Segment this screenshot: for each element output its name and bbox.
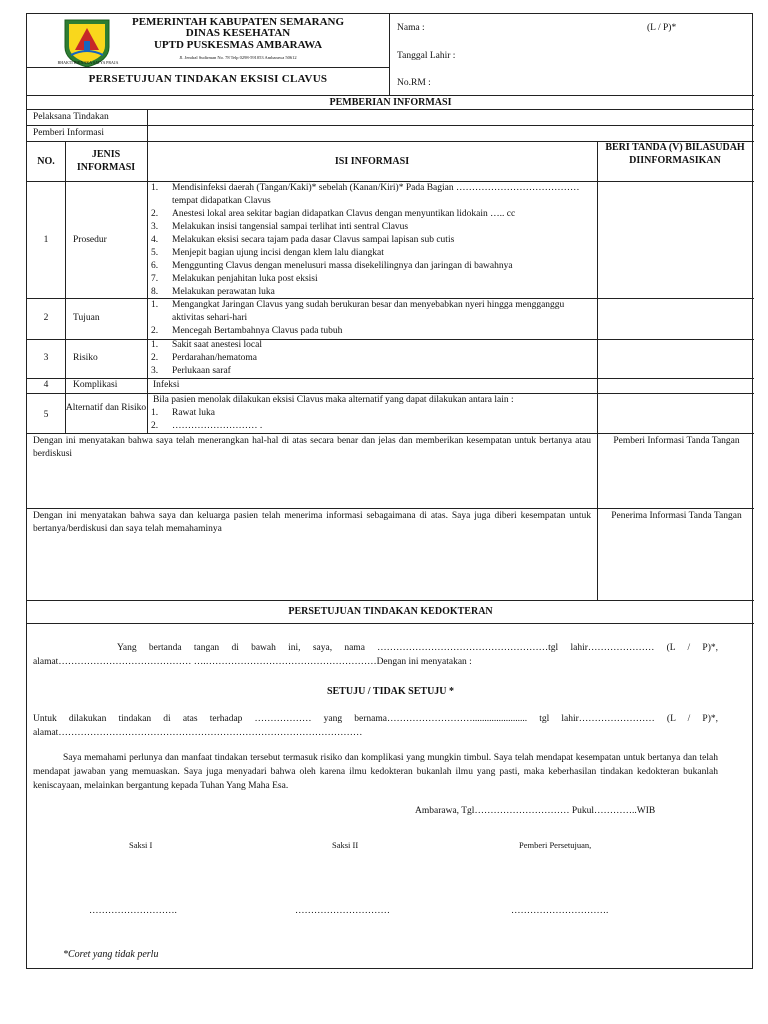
- procedure-list: [147, 182, 597, 299]
- list-item: 1. Rawat luka: [151, 408, 216, 418]
- complication-text: Infeksi: [153, 380, 180, 390]
- recipient-statement: Dengan ini menyatakan bahwa saya dan keluarga pasien telah menerima informasi sebagaimana di atas. Saya juga diberi kesempatan untuk bertanya/berdiskusi dan saya telah memahaminya: [33, 511, 591, 534]
- col-tanda-header: BERI TANDA (V) BILASUDAH DIINFORMASIKAN: [605, 142, 745, 166]
- alternative-list: [147, 407, 597, 433]
- risk-list: [147, 339, 597, 378]
- list-item: 1. Mengangkat Jaringan Clavus yang sudah berukuran besar dan menyebabkan nyeri hingga mengganggu aktivitas sehari-hari: [151, 300, 565, 323]
- witness-2-signature-line: …………………………: [295, 906, 390, 916]
- consent-paragraph-1: Yang bertanda tangan di bawah ini, saya, nama ………………………………………………tgl lahir………………… (L / P)*, alamat…………………………………… ….………………………………………………Dengan ini menyatakan :: [33, 643, 718, 667]
- list-item: 5. Menjepit bagian ujung incisi dengan klem lalu diangkat: [151, 248, 384, 258]
- informer-label: Pemberi Informasi: [33, 128, 104, 138]
- row-no: 5: [43, 410, 49, 420]
- list-item: 6. Menggunting Clavus dengan menelusuri massa disekelilingnya dan jaringan di bawahnya: [151, 261, 513, 271]
- department-name: DINAS KESEHATAN: [185, 27, 291, 39]
- logo-caption: BHAKTI BHINAKA SATYA PRAJA: [57, 60, 119, 65]
- approver-signature-line: ………………………….: [511, 906, 609, 916]
- list-item: 1. Sakit saat anestesi local: [151, 340, 262, 350]
- row-jenis: Prosedur: [73, 235, 107, 245]
- list-item: 7. Melakukan penjahitan luka post eksisi: [151, 274, 318, 284]
- document-title: PERSETUJUAN TINDAKAN EKSISI CLAVUS: [88, 73, 328, 85]
- list-item: 4. Melakukan eksisi secara tajam pada dasar Clavus sampai lapisan sub cutis: [151, 235, 455, 245]
- row-jenis: Risiko: [73, 353, 98, 363]
- row-jenis: Tujuan: [73, 313, 100, 323]
- list-item: 8. Melakukan perawatan luka: [151, 287, 275, 297]
- list-item: 1. Mendisinfeksi daerah (Tangan/Kaki)* sebelah (Kanan/Kiri)* Pada Bagian ………………………………… tempat didapatkan Clavus: [151, 183, 580, 206]
- list-item: 2. Perdarahan/hematoma: [151, 353, 257, 363]
- witness-2-label: Saksi II: [332, 840, 359, 850]
- col-jenis-header: JENIS INFORMASI: [76, 149, 136, 173]
- witness-1-label: Saksi I: [129, 840, 153, 850]
- row-jenis: Alternatif dan Risiko: [65, 403, 147, 413]
- list-item: 2. ……………………… .: [151, 421, 263, 431]
- row-no: 3: [43, 353, 49, 363]
- row-no: 1: [43, 235, 49, 245]
- informer-signature-label: Pemberi Informasi Tanda Tangan: [613, 436, 740, 446]
- list-item: 2. Mencegah Bertambahnya Clavus pada tubuh: [151, 326, 343, 336]
- consent-paragraph-2: Untuk dilakukan tindakan di atas terhadap ……………… yang bernama………………………....................... tgl lahir…………………… (L / P)*, alamat……………………………………………………………………………………: [33, 714, 718, 738]
- consent-form: [26, 13, 753, 969]
- patient-dob-label: Tanggal Lahir :: [397, 51, 456, 61]
- footnote: *Coret yang tidak perlu: [63, 949, 159, 960]
- executor-label: Pelaksana Tindakan: [33, 112, 109, 122]
- purpose-list: [147, 299, 597, 338]
- list-item: 2. Anestesi lokal area sekitar bagian didapatkan Clavus dengan menyuntikan lidokain ….. cc: [151, 209, 516, 219]
- approver-label: Pemberi Persetujuan,: [519, 840, 592, 850]
- consent-choice: SETUJU / TIDAK SETUJU *: [326, 686, 455, 697]
- consent-title: PERSETUJUAN TINDAKAN KEDOKTERAN: [288, 606, 493, 617]
- row-no: 4: [43, 380, 49, 390]
- patient-gender-label: (L / P)*: [647, 23, 677, 33]
- row-jenis: Komplikasi: [73, 380, 118, 390]
- place-date-line: Ambarawa, Tgl………………………… Pukul…………..WIB: [415, 806, 656, 816]
- list-item: 3. Perlukaan saraf: [151, 366, 231, 376]
- row-no: 2: [43, 313, 49, 323]
- institution-address: Jl. Jendral Sudirman No. 78 Telp 0298-591053 Ambarawa 50612: [179, 55, 297, 60]
- government-name: PEMERINTAH KABUPATEN SEMARANG: [131, 16, 345, 28]
- witness-1-signature-line: ……………………….: [89, 906, 177, 916]
- list-item: 3. Melakukan insisi tangensial sampai terlihat inti sentral Clavus: [151, 222, 409, 232]
- info-section-title: PEMBERIAN INFORMASI: [329, 97, 452, 108]
- unit-name: UPTD PUSKESMAS AMBARAWA: [153, 39, 323, 51]
- patient-rm-label: No.RM :: [397, 78, 431, 88]
- col-no-header: NO.: [37, 156, 55, 167]
- consent-paragraph-3: Saya memahami perlunya dan manfaat tindakan tersebut termasuk risiko dan komplikasi yang mungkin timbul. Saya telah mendapat kesempatan untuk bertanya dan telah mendapat jawaban yang memuaskan. Saya juga menyadari bahwa oleh karena ilmu kedokteran bukanlah ilmu yang pasti, maka keberhasilan tindakan kedokteran bukanlah keniscayaan, melainkan bergantung kepada Tuhan Yang Maha Esa.: [33, 753, 718, 791]
- recipient-signature-label: Penerima Informasi Tanda Tangan: [611, 511, 742, 521]
- informer-statement: Dengan ini menyatakan bahwa saya telah menerangkan hal-hal di atas secara benar dan jelas dan memberikan kesempatan untuk bertanya atau berdiskusi: [33, 436, 591, 459]
- patient-name-label: Nama :: [397, 23, 425, 33]
- alternative-intro: Bila pasien menolak dilakukan eksisi Clavus maka alternatif yang dapat dilakukan antara lain :: [153, 395, 514, 405]
- col-isi-header: ISI INFORMASI: [334, 156, 410, 167]
